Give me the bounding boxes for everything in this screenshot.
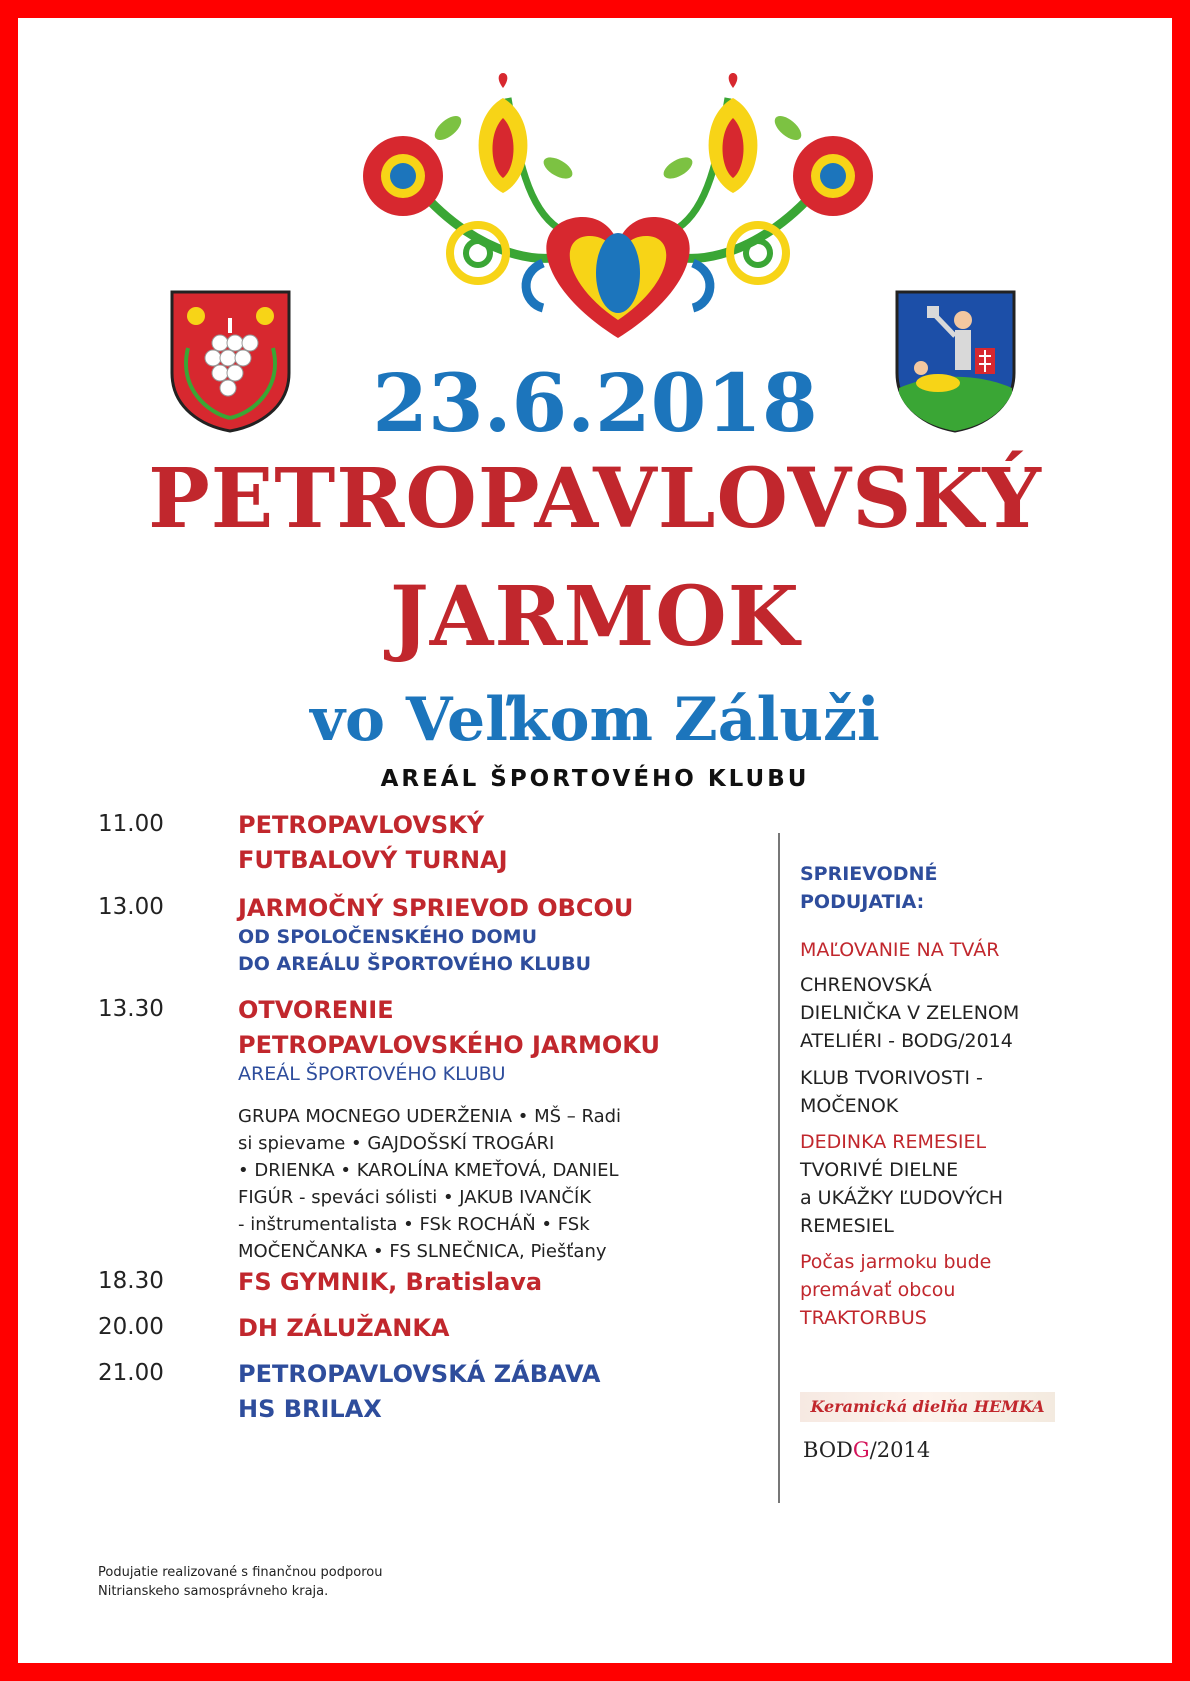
program-subtitle: OD SPOLOČENSKÉHO DOMU DO AREÁLU ŠPORTOVÉHO KLUBU (238, 926, 592, 975)
program-title: PETROPAVLOVSKÁ ZÁBAVA HS BRILAX (238, 1360, 601, 1423)
program-title: DH ZÁLUŽANKA (238, 1314, 450, 1342)
event-date: 23.6.2018 (372, 356, 818, 450)
side-item: KLUB TVORIVOSTI - MOČENOK (800, 1067, 983, 1117)
program-title: PETROPAVLOVSKÝ FUTBALOVÝ TURNAJ (238, 811, 508, 874)
program-time: 20.00 (98, 1314, 164, 1340)
side-note: Počas jarmoku bude premávať obcou TRAKTORBUS (800, 1251, 992, 1329)
program-title: FS GYMNIK, Bratislava (238, 1268, 543, 1296)
poster (18, 18, 1172, 1663)
event-title-line1: PETROPAVLOVSKÝ (148, 451, 1042, 547)
footer-note: Podujatie realizované s finančnou podporou Nitrianskeho samosprávneho kraja. (98, 1565, 383, 1599)
program-time: 13.30 (98, 996, 164, 1022)
program-time: 18.30 (98, 1268, 164, 1294)
side-item: CHRENOVSKÁ DIELNIČKA V ZELENOM ATELIÉRI - BODG/2014 (800, 974, 1020, 1052)
side-item: DEDINKA REMESIEL (800, 1131, 987, 1153)
side-item: TVORIVÉ DIELNE a UKÁŽKY ĽUDOVÝCH REMESIEL (800, 1159, 1004, 1237)
program-title: OTVORENIE PETROPAVLOVSKÉHO JARMOKU (238, 996, 660, 1059)
event-venue: AREÁL ŠPORTOVÉHO KLUBU (380, 766, 810, 792)
program-time: 11.00 (98, 811, 164, 837)
side-heading: SPRIEVODNÉ PODUJATIA: (800, 863, 938, 913)
program-title: JARMOČNÝ SPRIEVOD OBCOU (238, 894, 634, 922)
event-subtitle: vo Veľkom Záluži (310, 685, 880, 755)
keramika-logo: Keramická dielňa HEMKA (800, 1392, 1055, 1422)
bodg-logo: BODG/2014 (803, 1438, 931, 1462)
performers-list: GRUPA MOCNEGO UDERŽENIA • MŠ – Radi si spievame • GAJDOŠSKÍ TROGÁRI • DRIENKA • KAROLÍNA KMEŤOVÁ, DANIEL FIGÚR - speváci sólisti • JAKUB IVANČÍK - inštrumentalista • FSk ROCHÁŇ • FSk MOČENČANKA • FS SLNEČNICA, Piešťany (238, 1106, 622, 1262)
program-time: 21.00 (98, 1360, 164, 1386)
folk-ornament-image (358, 58, 878, 348)
event-title-line2: JARMOK (389, 569, 801, 665)
column-divider (778, 833, 780, 1503)
program-subtitle: AREÁL ŠPORTOVÉHO KLUBU (238, 1063, 506, 1085)
side-item: MAĽOVANIE NA TVÁR (800, 939, 1000, 961)
program-time: 13.00 (98, 894, 164, 920)
